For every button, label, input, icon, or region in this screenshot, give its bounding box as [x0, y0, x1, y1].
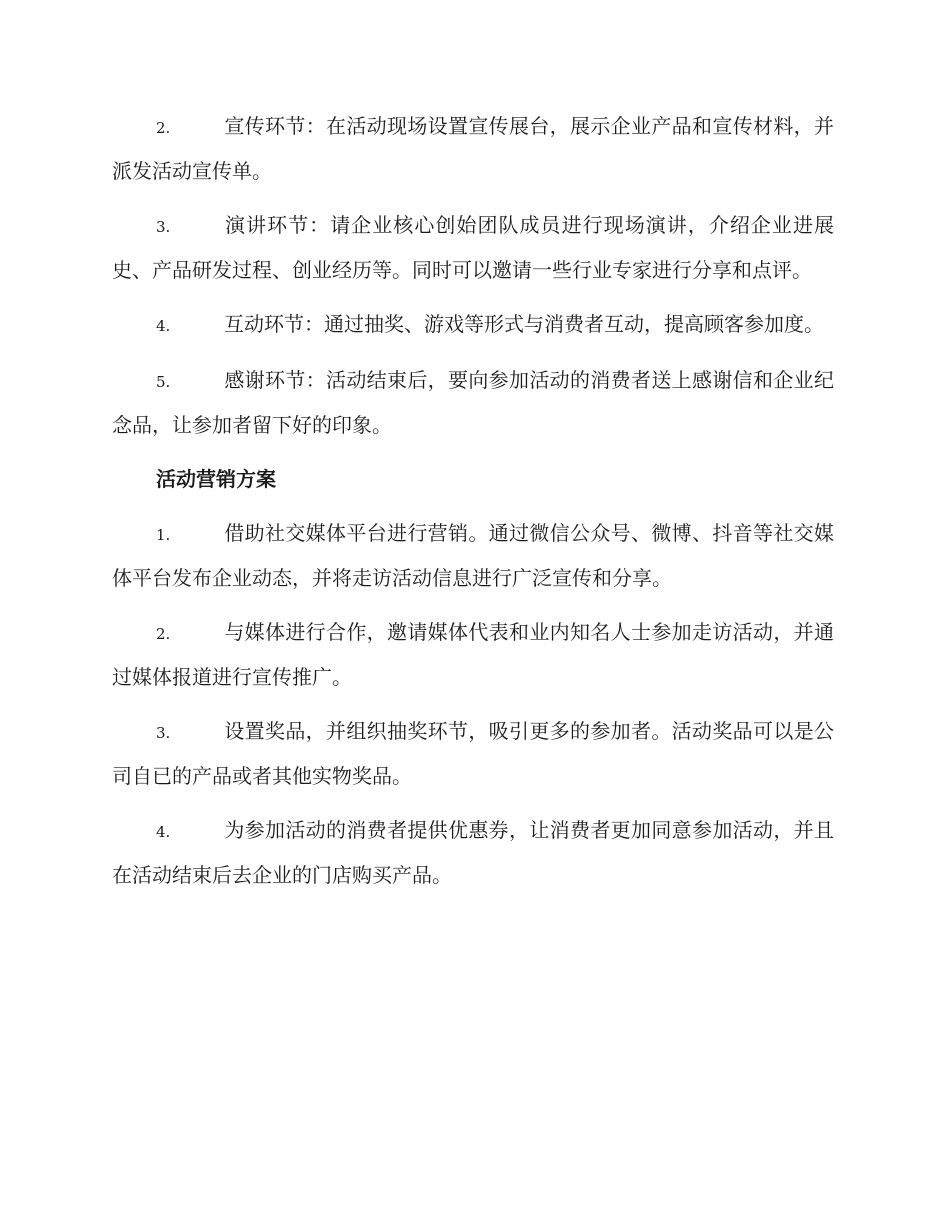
list-item: [112, 710, 834, 798]
list-item-number: 2.: [156, 625, 171, 643]
list-item-number: 5.: [156, 373, 171, 391]
list-item: [112, 204, 834, 292]
list-item-number: 4.: [156, 317, 171, 335]
list-item-text: 为参加活动的消费者提供优惠券，让消费者更加同意参加活动，并且在活动结束后去企业的门店购买产品。: [112, 818, 834, 887]
list-item: [112, 303, 834, 348]
list-item-text: 互动环节：通过抽奖、游戏等形式与消费者互动，提高顾客参加度。: [224, 312, 824, 336]
list-item-text: 演讲环节：请企业核心创始团队成员进行现场演讲，介绍企业进展史、产品研发过程、创业经历等。同时可以邀请一些行业专家进行分享和点评。: [112, 213, 834, 282]
list-item-text: 感谢环节：活动结束后，要向参加活动的消费者送上感谢信和企业纪念品，让参加者留下好的印象。: [112, 368, 834, 437]
list-item-number: 3.: [156, 218, 171, 236]
list-item-text: 借助社交媒体平台进行营销。通过微信公众号、微博、抖音等社交媒体平台发布企业动态，并将走访活动信息进行广泛宣传和分享。: [112, 521, 834, 590]
list-item: [112, 512, 834, 600]
list-item-text: 宣传环节：在活动现场设置宣传展台，展示企业产品和宣传材料，并派发活动宣传单。: [112, 114, 834, 183]
list-item-number: 2.: [156, 119, 171, 137]
list-item-number: 3.: [156, 724, 171, 742]
list-item-text: 与媒体进行合作，邀请媒体代表和业内知名人士参加走访活动，并通过媒体报道进行宣传推广。: [112, 620, 834, 689]
list-item: [112, 105, 834, 193]
section-heading: 活动营销方案: [156, 467, 276, 491]
list-item-text: 设置奖品，并组织抽奖环节，吸引更多的参加者。活动奖品可以是公司自已的产品或者其他实物奖品。: [112, 719, 834, 788]
list-item: [112, 611, 834, 699]
document-body: [112, 105, 834, 908]
list-item: [112, 359, 834, 447]
list-item: [112, 809, 834, 897]
list-item-number: 1.: [156, 526, 171, 544]
list-item-number: 4.: [156, 823, 171, 841]
